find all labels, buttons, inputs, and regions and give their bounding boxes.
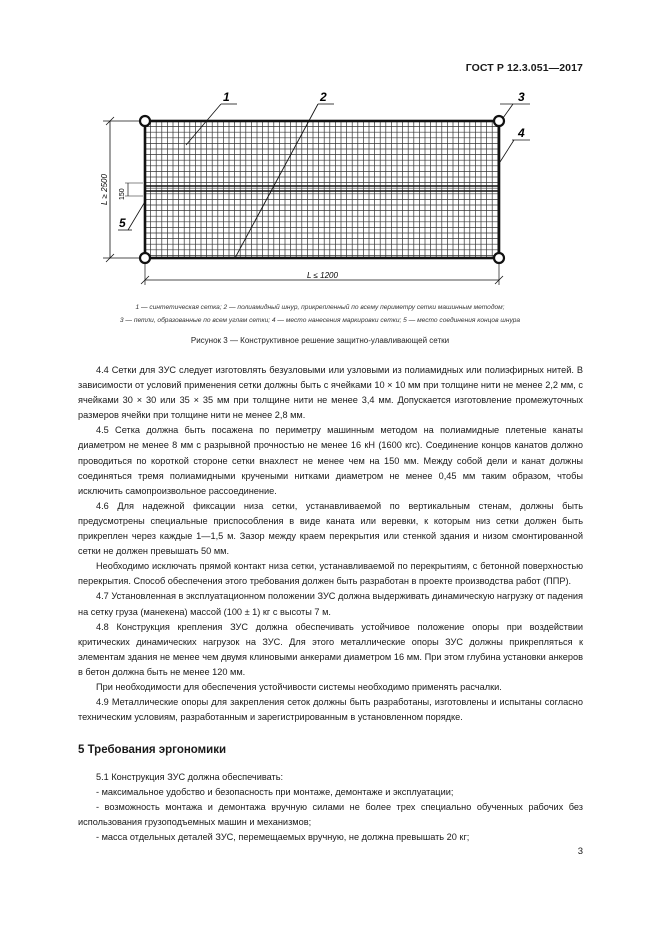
section-5-title: 5 Требования эргономики bbox=[78, 744, 227, 756]
list-item: - возможность монтажа и демонтажа вручную силами не более трех специально обученных рабочих без использования грузоподъемных машин и механизмов; bbox=[78, 802, 583, 828]
paragraph-4-9: 4.9 Металлические опоры для закрепления сеток должны быть разработаны, изготовлены и испытаны согласно техническим условиям, разработанным и зарегистрированным в установленном порядке. bbox=[78, 697, 583, 723]
dim-small-label: 150 bbox=[119, 188, 126, 200]
corner-loop bbox=[494, 253, 504, 263]
corner-loop bbox=[140, 116, 150, 126]
callout-3: 3 bbox=[518, 90, 525, 104]
paragraph-4-5: 4.5 Сетка должна быть посажена по периметру машинным методом на полиамидные плетеные канаты диаметром не менее 8 мм с разрывной прочностью не менее 16 кН (1600 кгс). Соединение концов канатов должно проводиться по короткой стороне сетки внахлест не менее чем на 150 мм. Между собой дели и канат должны соединяться тремя полиамидными кручеными нитками диаметром не менее 0,45 мм таким образом, чтобы исключить самопроизвольное рассоединение. bbox=[78, 425, 583, 496]
body-text bbox=[78, 363, 583, 725]
leader-3 bbox=[503, 104, 513, 118]
figure-legend-line-1: 1 — синтетическая сетка; 2 — полиамидный шнур, прикрепленный по всему периметру сетки машинным методом; bbox=[135, 304, 505, 311]
paragraph-4-6-b: Необходимо исключать прямой контакт низа сетки, устанавливаемой по перекрытиям, с бетонной поверхностью перекрытия. Способ обеспечения этого требования должен быть разработан в проекте производства работ (ППР). bbox=[78, 561, 583, 587]
figure-caption: Рисунок 3 — Конструктивное решение защитно-улавливающей сетки bbox=[190, 336, 450, 345]
leader-4 bbox=[500, 140, 514, 162]
callout-2: 2 bbox=[320, 90, 327, 104]
paragraph-4-8: 4.8 Конструкция крепления ЗУС должна обеспечивать устойчивое положение опоры при воздействии критических динамических нагрузок на ЗУС. Для этого металлические опоры ЗУС должны прикрепляться к элементам здания не менее чем двумя клиновыми анкерами диаметром 16 мм. При этом глубина установки анкеров в бетон должна быть не менее 120 мм. bbox=[78, 621, 583, 677]
leader-2 bbox=[235, 104, 318, 258]
list-item: - масса отдельных деталей ЗУС, перемещаемых вручную, не должна превышать 20 кг; bbox=[96, 832, 470, 843]
perimeter-rope bbox=[145, 121, 499, 258]
dim-width-label: L ≤ 1200 bbox=[307, 271, 338, 280]
leader-5 bbox=[128, 200, 146, 230]
paragraph-4-6: 4.6 Для надежной фиксации низа сетки, устанавливаемой по вертикальным стенам, должны быть предусмотрены специальные приспособления в виде каната или веревки, к которым низ сетки должен быть прикреплен через каждые 1—1,5 м. Зазор между краем перекрытия или стенкой здания и низом смонтированной сетки не должен превышать 50 мм. bbox=[78, 500, 583, 557]
paragraph-4-8-b: При необходимости для обеспечения устойчивости системы необходимо применять расчалки. bbox=[96, 681, 502, 692]
section-5-intro: 5.1 Конструкция ЗУС должна обеспечивать: bbox=[96, 772, 284, 782]
page-number: 3 bbox=[577, 846, 583, 857]
leader-1 bbox=[186, 104, 221, 145]
corner-loop bbox=[140, 253, 150, 263]
net-mesh bbox=[145, 121, 499, 258]
callout-4: 4 bbox=[518, 126, 525, 140]
figure-legend-line-2: 3 — петли, образованные по всем углам сетки; 4 — место нанесения маркировки сетки; 5 — место соединения концов шнура bbox=[119, 317, 521, 324]
callout-1: 1 bbox=[223, 90, 230, 104]
callout-5: 5 bbox=[119, 216, 126, 230]
section-5-body bbox=[78, 770, 583, 845]
net-diagram bbox=[0, 0, 661, 300]
paragraph-4-7: 4.7 Установленная в эксплуатационном положении ЗУС должна выдерживать динамическую нагрузку от падения на сетку груза (манекена) массой (100 ± 1) кг с высоты 7 м. bbox=[78, 591, 583, 617]
paragraph-4-4: 4.4 Сетки для ЗУС следует изготовлять безузловыми или узловыми из полиамидных или полиэфирных нитей. В зависимости от условий применения сетки должны быть с ячейками 10 × 10 мм при толщине нити не менее 2,2 мм, с ячейками 30 × 30 или 35 × 35 мм при толщине нити не менее 3,4 мм. Допускается изготовление промежуточных размеров ячейки при толщине нити не менее 2,8 мм. bbox=[78, 365, 583, 421]
corner-loop bbox=[494, 116, 504, 126]
document-id: ГОСТ Р 12.3.051—2017 bbox=[465, 62, 583, 74]
list-item: - максимальное удобство и безопасность при монтаже, демонтаже и эксплуатации; bbox=[96, 787, 454, 798]
dim-height-label: L ≥ 2500 bbox=[100, 174, 109, 205]
